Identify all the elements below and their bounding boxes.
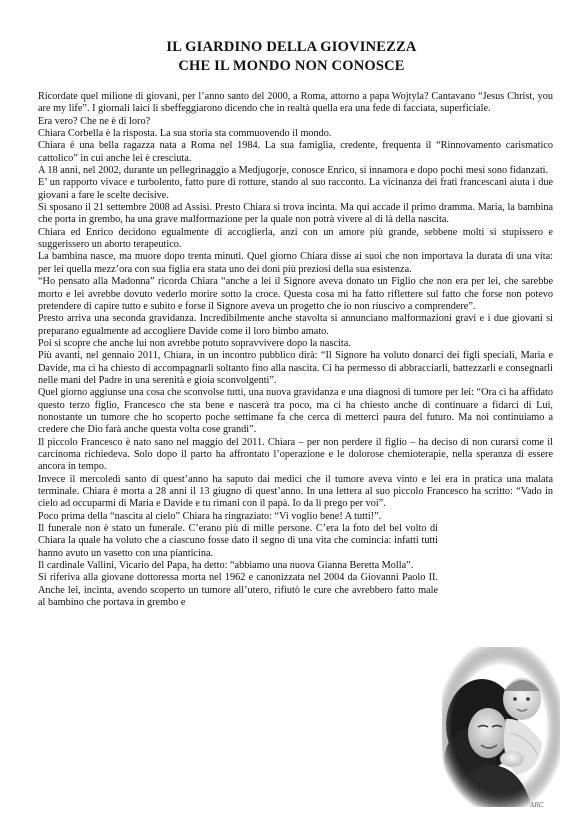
paragraph: Era vero? Che ne è di loro?	[38, 115, 151, 127]
paragraph: Il cardinale Vallini, Vicario del Papa, ha detto: “abbiamo una nuova Gianna Beretta Molla”.	[38, 560, 414, 572]
paragraph: A 18 anni, nel 2002, durante un pellegrinaggio a Medjugorje, conosce Enrico, si innamora e dopo pochi mesi sono fidanzati.	[38, 165, 549, 177]
paragraph: Si sposano il 21 settembre 2008 ad Assisi. Presto Chiara si trova incinta. Ma qui accade il primo dramma. Maria, la bambina che porta in grembo, ha una grave malformazione per la quale non potrà vivere al di là della nascita.	[38, 202, 553, 226]
paragraph: Chiara è una bella ragazza nata a Roma nel 1984. La sua famiglia, credente, frequenta il “Rinnovamento carismatico cattolico” in cui anche lei è cresciuta.	[38, 140, 553, 164]
paragraph: Chiara ed Enrico decidono egualmente di accoglierla, anzi con un amore più grande, sebbene molti si stupissero e suggerissero un aborto terapeutico.	[38, 226, 553, 251]
article-body	[38, 91, 553, 609]
portrait-photo-icon	[442, 647, 560, 807]
article-title	[20, 38, 563, 76]
portrait-photo	[442, 647, 560, 807]
paragraph: Ricordate quel milione di giovani, per l’anno santo del 2000, a Roma, attorno a papa Wojtyla? Cantavano “Jesus Christ, you are my life”. I giornali laici li sbeffeggiarono dicendo che in realtà quella era una fede di facciata, superficiale.	[38, 91, 553, 115]
paragraph: Chiara Corbella è la risposta. La sua storia sta commuovendo il mondo.	[38, 128, 332, 140]
paragraph: Il piccolo Francesco è nato sano nel maggio del 2011. Chiara – per non perdere il figlio – ha deciso di non curarsi come il carcinoma richiedeva. Solo dopo il parto ha affrontato l’operazione e le dolorose chemioterapie, nella speranza di essere ancora in tempo.	[38, 436, 553, 473]
paragraph: La bambina nasce, ma muore dopo trenta minuti. Quel giorno Chiara disse ai suoi che non importava la durata di una vita: per lei quella mezz’ora con sua figlia era stata uno dei doni più preziosi della sua esistenza.	[38, 251, 553, 275]
photo-signature: ARC	[530, 802, 544, 809]
paragraph: Poco prima della “nascita al cielo” Chiara ha ringraziato: “Vi voglio bene! A tutti!”.	[38, 510, 382, 522]
paragraph: Quel giorno aggiunse una cosa che sconvolse tutti, una nuova gravidanza e una diagnosi di tumore per lei: “Ora ci ha affidato questo terzo figlio, Francesco che sta bene e nascerà tra poco, ma ci ha chiesto anche di continuare a fidarci di Lui, nonostante un tumore che ho scoperto poche settimane fa che cerca di metterci paura del futuro. Ma noi continuiamo a credere che Dio farà anche questa volta cose grandi”.	[38, 387, 553, 436]
paragraph: Si riferiva alla giovane dottoressa morta nel 1962 e canonizzata nel 2004 da Giovanni Paolo II. Anche lei, incinta, avendo scoperto un tumore all’utero, rifiutò le cure che avrebbero fatto male al bambino che portava in grembo e	[38, 572, 438, 609]
paragraph: Presto arriva una seconda gravidanza. Incredibilmente anche stavolta si annunciano malformazioni gravi e i due giovani si preparano egualmente ad accogliere Davide come il loro bimbo amato.	[38, 313, 553, 337]
title-line-1: IL GIARDINO DELLA GIOVINEZZA	[166, 39, 417, 55]
paragraph: E’ un rapporto vivace e turbolento, fatto pure di rotture, stando al suo racconto. La vicinanza dei frati francescani aiuta i due giovani a fare le scelte decisive.	[38, 177, 553, 201]
paragraph: Poi si scopre che anche lui non avrebbe potuto sopravvivere dopo la nascita.	[38, 337, 351, 349]
paragraph: Invece il mercoledì santo di quest’anno ha saputo dai medici che il tumore aveva vinto e lei era in pratica una malata terminale. Chiara è morta a 28 anni il 13 giugno di quest’anno. In una lettera al suo piccolo Francesco ha scritto: “Vado in cielo ad occuparmi di Maria e Davide e tu rimani con il papà. Io da lì prego per voi”.	[38, 473, 553, 510]
title-line-2: CHE IL MONDO NON CONOSCE	[178, 58, 405, 74]
paragraph: “Ho pensato alla Madonna” ricorda Chiara “anche a lei il Signore aveva donato un Figlio che non era per lei, che sarebbe morto e lei avrebbe dovuto vederlo morire sotto la croce. Questa cosa mi ha fatto riflettere sul fatto che forse non potevo pretendere di capire tutto e subito e forse il Signore aveva un progetto che io non riuscivo a comprendere”.	[38, 276, 553, 312]
paragraph: Il funerale non è stato un funerale. C’erano più di mille persone. C’era la foto del bel volto di Chiara la quale ha voluto che a ciascuno fosse dato il segno di una vita che comincia: infatti tutti hanno avuto un vasetto con una pianticina.	[38, 523, 438, 559]
paragraph: Più avanti, nel gennaio 2011, Chiara, in un incontro pubblico dirà: “Il Signore ha voluto donarci dei figli speciali, Maria e Davide, ma ci ha chiesto di accompagnarli soltanto fino alla nascita. Ci ha permesso di abbracciarli, battezzarli e consegnarli nelle mani del Padre in una serenità e gioia sconvolgenti”.	[38, 350, 553, 386]
